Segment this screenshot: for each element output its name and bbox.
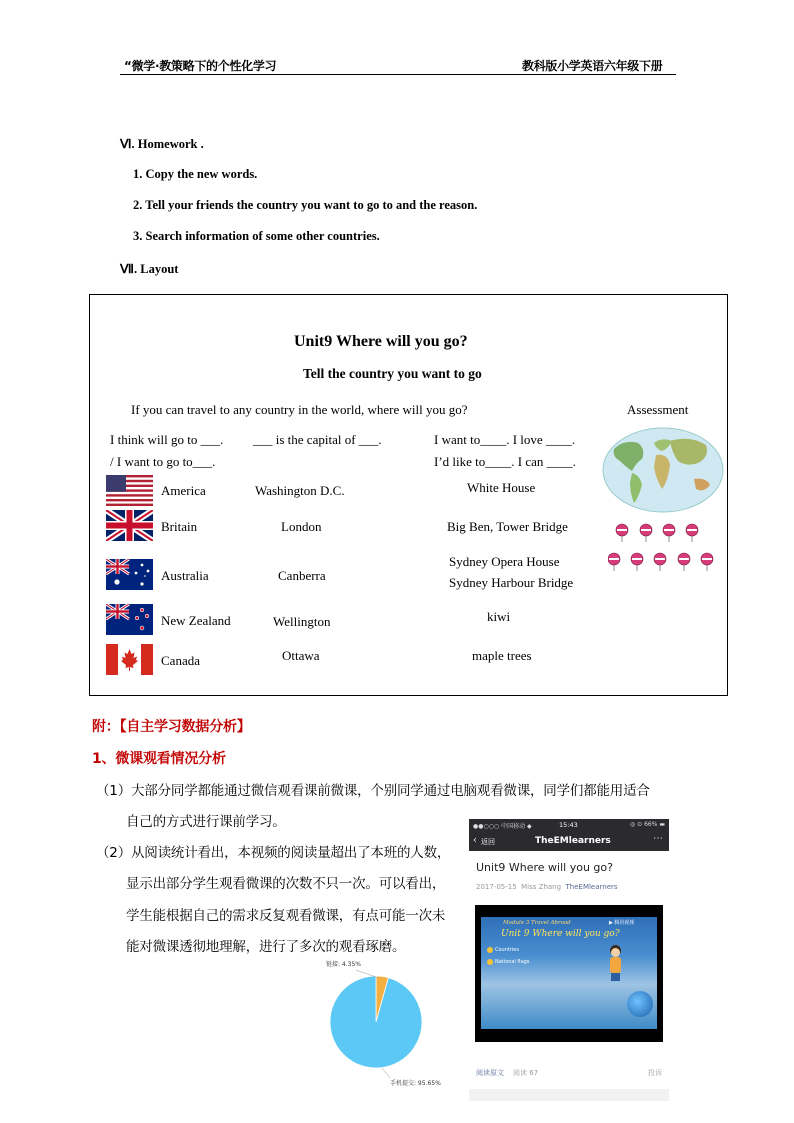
paragraph-2-line-4: 能对微课透彻地理解，进行了多次的观看琢磨。 xyxy=(126,939,406,955)
phone-bottom-strip xyxy=(469,1089,669,1101)
status-carrier: ●●○○○ 中国移动 ◆ xyxy=(473,823,532,830)
girl-character-icon xyxy=(607,945,623,989)
paragraph-2-line-2: 显示出部分学生观看微课的次数不只一次。可以看出， xyxy=(126,876,446,892)
read-count: 阅读 67 xyxy=(513,1069,539,1077)
homework-item-1: 1. Copy the new words. xyxy=(133,167,258,181)
pie-slices xyxy=(330,970,422,1078)
back-button[interactable]: 返回 xyxy=(481,838,495,846)
video-logo: ▶ 腾讯视频 xyxy=(609,920,635,926)
back-chevron-icon[interactable]: ‹ xyxy=(473,835,477,846)
capital-ottawa: Ottawa xyxy=(282,648,320,663)
australia-flag-icon xyxy=(106,559,153,590)
sentence-pattern-2: ___ is the capital of ___. xyxy=(253,432,382,447)
country-america: America xyxy=(161,483,206,498)
header-divider xyxy=(120,74,676,75)
sentence-pattern-3: I want to____. I love ____. xyxy=(434,432,576,447)
appendix-title: 附：【自主学习数据分析】 xyxy=(92,719,251,735)
video-player[interactable] xyxy=(475,905,663,1042)
board-question: If you can travel to any country in the world, where will you go? xyxy=(131,402,468,417)
sight-britain: Big Ben, Tower Bridge xyxy=(447,519,568,534)
sight-canada: maple trees xyxy=(472,648,532,663)
video-frame xyxy=(481,917,657,1029)
pie-leader-line-1 xyxy=(382,1068,390,1078)
article-meta xyxy=(476,883,618,891)
article-author: Miss Zhang xyxy=(521,883,562,891)
board-layout xyxy=(89,294,728,696)
nav-title: TheEMlearners xyxy=(535,836,611,846)
board-subtitle: Tell the country you want to go xyxy=(303,366,482,381)
bullet-icon xyxy=(487,947,493,953)
country-australia: Australia xyxy=(161,568,209,583)
paragraph-2-line-1: （2）从阅读统计看出，本视频的阅读量超出了本班的人数， xyxy=(96,845,451,861)
uk-flag-icon xyxy=(106,510,153,541)
article-account[interactable]: TheEMlearners xyxy=(565,883,618,891)
canada-flag-icon xyxy=(106,644,153,675)
bullet-icon xyxy=(487,959,493,965)
article-date: 2017-05-15 xyxy=(476,883,517,891)
sight-new-zealand: kiwi xyxy=(487,609,511,624)
usa-flag-icon xyxy=(106,475,153,506)
homework-item-3: 3. Search information of some other countries. xyxy=(133,229,380,243)
video-item-flags: National flags xyxy=(495,959,530,965)
pie-label-link: 链接: 4.35% xyxy=(326,961,361,968)
paragraph-2-line-3: 学生能根据自己的需求反复观看微课，有点可能一次未 xyxy=(126,908,446,924)
layout-heading: Ⅶ. Layout xyxy=(120,262,179,276)
section-1-title: 1、微课观看情况分析 xyxy=(92,751,226,767)
read-original-link[interactable]: 阅读原文 xyxy=(476,1069,504,1077)
complain-link[interactable]: 投诉 xyxy=(648,1069,662,1077)
country-new-zealand: New Zealand xyxy=(161,613,231,628)
phone-status-bar xyxy=(469,819,669,832)
capital-london: London xyxy=(281,519,322,534)
country-canada: Canada xyxy=(161,653,200,668)
video-item-countries: Countries xyxy=(495,947,519,953)
more-icon[interactable]: ⋯ xyxy=(653,833,663,844)
article-title: Unit9 Where will you go? xyxy=(476,861,613,874)
pie-slice-1 xyxy=(330,976,422,1068)
sentence-pattern-1: I think will go to ___. xyxy=(110,432,224,447)
capital-wellington: Wellington xyxy=(273,614,331,629)
assessment-label: Assessment xyxy=(627,402,689,417)
capital-canberra: Canberra xyxy=(278,568,326,583)
sight-australia-2: Sydney Harbour Bridge xyxy=(449,575,574,590)
sight-australia-1: Sydney Opera House xyxy=(449,554,560,569)
header-left: “微学·教策略下的个性化学习 xyxy=(124,59,277,73)
world-map-icon xyxy=(602,427,724,513)
globe-icon xyxy=(627,991,653,1017)
wechat-screenshot xyxy=(469,819,669,1101)
capital-washington: Washington D.C. xyxy=(255,483,345,498)
header-right: 教科版小学英语六年级下册 xyxy=(522,59,663,73)
sight-america: White House xyxy=(467,480,536,495)
homework-heading: Ⅵ. Homework . xyxy=(120,137,204,151)
video-module: Module 3 Travel Abroad xyxy=(503,920,571,926)
paragraph-1-line-1: （1）大部分同学都能通过微信观看课前微课，个别同学通过电脑观看微课，同学们都能用适合 xyxy=(96,783,650,799)
country-britain: Britain xyxy=(161,519,198,534)
status-time: 15:43 xyxy=(559,821,578,829)
balloon-ratings-icon xyxy=(608,521,718,579)
homework-item-2: 2. Tell your friends the country you want to go to and the reason. xyxy=(133,198,478,212)
pie-label-mobile: 手机提交: 95.65% xyxy=(390,1080,441,1087)
reading-source-pie-chart xyxy=(318,955,448,1090)
board-title: Unit9 Where will you go? xyxy=(294,333,468,350)
phone-nav-bar xyxy=(469,832,669,851)
status-battery: ◎ ⊙ 66% ▬ xyxy=(630,821,665,828)
sentence-pattern-4: I’d like to____. I can ____. xyxy=(434,454,576,469)
paragraph-1-line-2: 自己的方式进行课前学习。 xyxy=(126,814,286,830)
new-zealand-flag-icon xyxy=(106,604,153,635)
video-title: Unit 9 Where will you go? xyxy=(501,929,620,939)
sentence-pattern-1b: / I want to go to___. xyxy=(110,454,216,469)
